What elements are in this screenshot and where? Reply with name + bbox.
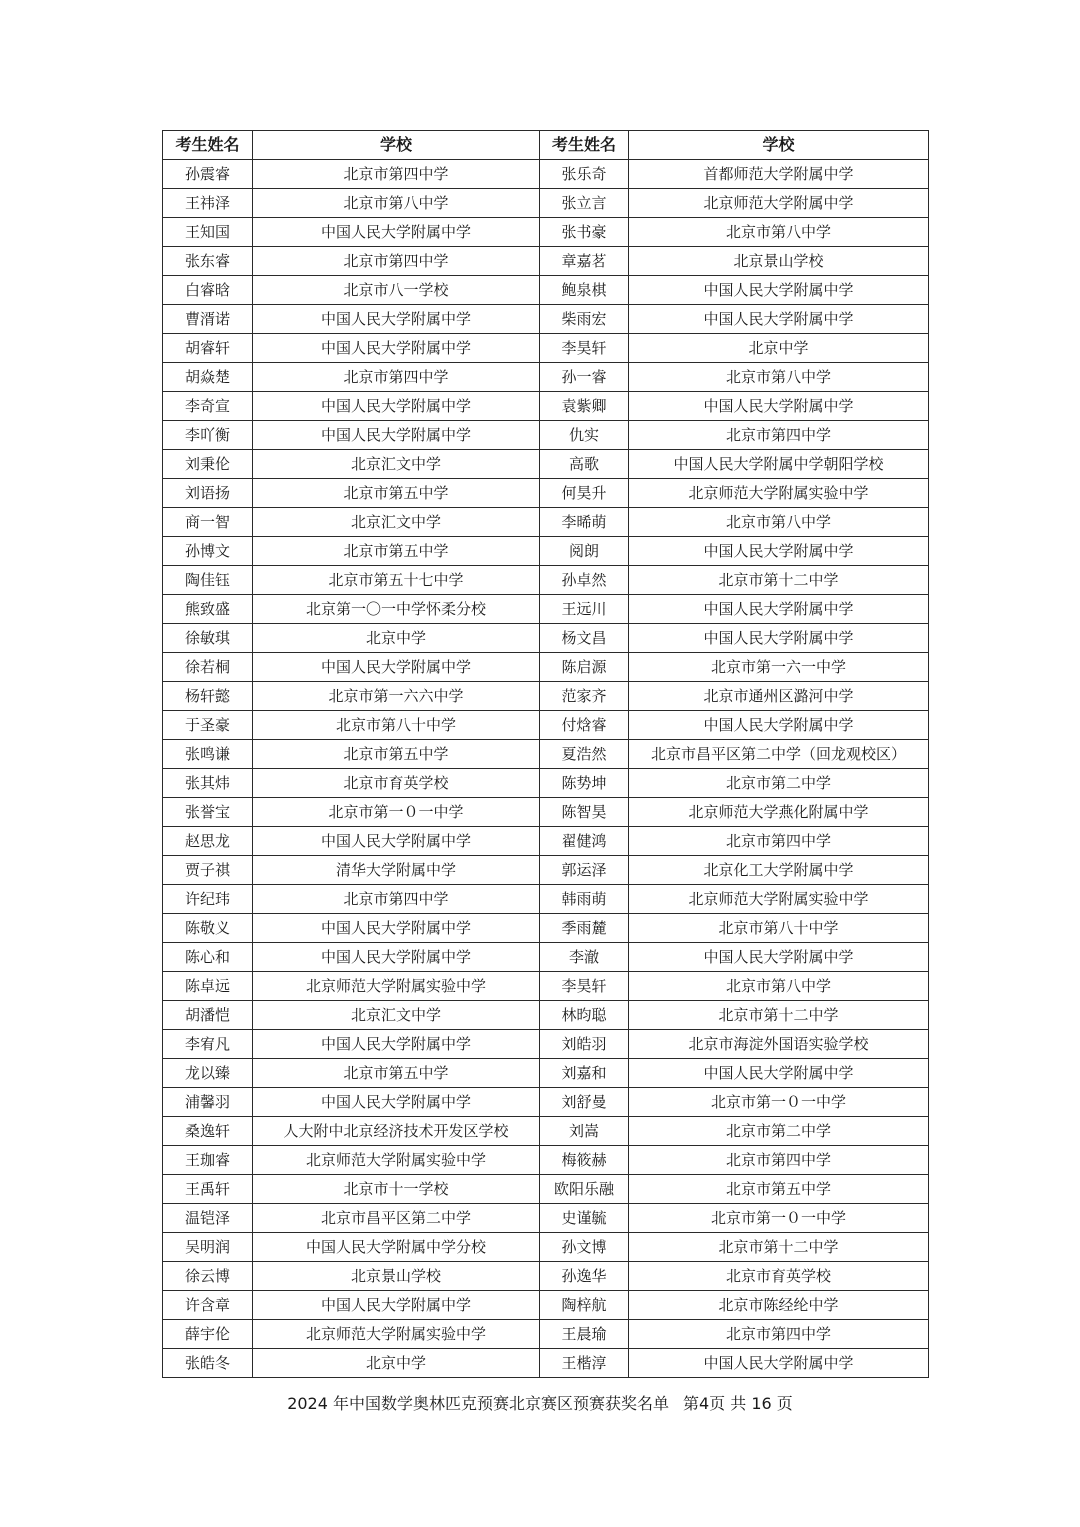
school-cell: 北京市第一０一中学	[253, 798, 540, 827]
footer-title: 2024 年中国数学奥林匹克预赛北京赛区预赛获奖名单	[287, 1394, 669, 1413]
student-name-cell: 王珈睿	[163, 1146, 253, 1175]
school-cell: 北京市第八十中学	[253, 711, 540, 740]
header-school: 学校	[253, 131, 540, 160]
school-cell: 北京市第二中学	[629, 769, 929, 798]
student-name-cell: 陈启源	[540, 653, 629, 682]
school-cell: 中国人民大学附属中学	[253, 334, 540, 363]
school-cell: 北京师范大学附属实验中学	[253, 972, 540, 1001]
table-row	[163, 566, 929, 595]
table-row	[163, 653, 929, 682]
school-cell: 北京景山学校	[629, 247, 929, 276]
table-row	[163, 1262, 929, 1291]
table-row	[163, 305, 929, 334]
student-name-cell: 李昊轩	[540, 334, 629, 363]
school-cell: 北京市第四中学	[629, 1146, 929, 1175]
student-name-cell: 王禹轩	[163, 1175, 253, 1204]
school-cell: 北京市第十二中学	[629, 566, 929, 595]
school-cell: 中国人民大学附属中学朝阳学校	[629, 450, 929, 479]
table-row	[163, 1204, 929, 1233]
student-name-cell: 何昊升	[540, 479, 629, 508]
school-cell: 中国人民大学附属中学	[253, 943, 540, 972]
footer-page-number: 第4页 共 16 页	[683, 1394, 793, 1413]
student-name-cell: 柴雨宏	[540, 305, 629, 334]
table-row	[163, 972, 929, 1001]
school-cell: 北京市第四中学	[253, 160, 540, 189]
school-cell: 北京市第一六一中学	[629, 653, 929, 682]
school-cell: 北京市第八中学	[629, 218, 929, 247]
table-row	[163, 914, 929, 943]
student-name-cell: 王远川	[540, 595, 629, 624]
school-cell: 中国人民大学附属中学	[253, 1030, 540, 1059]
school-cell: 中国人民大学附属中学	[253, 653, 540, 682]
school-cell: 北京第一〇一中学怀柔分校	[253, 595, 540, 624]
school-cell: 中国人民大学附属中学	[629, 1349, 929, 1378]
student-name-cell: 温铠泽	[163, 1204, 253, 1233]
student-name-cell: 范家齐	[540, 682, 629, 711]
student-name-cell: 许含章	[163, 1291, 253, 1320]
student-name-cell: 商一智	[163, 508, 253, 537]
school-cell: 北京中学	[629, 334, 929, 363]
school-cell: 北京市第一六六中学	[253, 682, 540, 711]
student-name-cell: 季雨麓	[540, 914, 629, 943]
student-name-cell: 陈势坤	[540, 769, 629, 798]
student-name-cell: 刘皓羽	[540, 1030, 629, 1059]
student-name-cell: 刘嵩	[540, 1117, 629, 1146]
school-cell: 北京市第一０一中学	[629, 1088, 929, 1117]
student-name-cell: 刘语扬	[163, 479, 253, 508]
student-name-cell: 杨文昌	[540, 624, 629, 653]
student-name-cell: 鲍泉棋	[540, 276, 629, 305]
student-name-cell: 李昊轩	[540, 972, 629, 1001]
school-cell: 北京市第八中学	[253, 189, 540, 218]
student-name-cell: 张东睿	[163, 247, 253, 276]
table-row	[163, 856, 929, 885]
school-cell: 北京市第四中学	[629, 421, 929, 450]
student-name-cell: 梅筱赫	[540, 1146, 629, 1175]
school-cell: 北京市八一学校	[253, 276, 540, 305]
student-name-cell: 高歌	[540, 450, 629, 479]
table-row	[163, 711, 929, 740]
student-name-cell: 杨轩懿	[163, 682, 253, 711]
school-cell: 北京中学	[253, 1349, 540, 1378]
table-row	[163, 450, 929, 479]
school-cell: 北京市第五中学	[253, 479, 540, 508]
school-cell: 北京市海淀外国语实验学校	[629, 1030, 929, 1059]
table-row	[163, 1059, 929, 1088]
school-cell: 北京市第一０一中学	[629, 1204, 929, 1233]
header-student-name: 考生姓名	[163, 131, 253, 160]
student-name-cell: 陈心和	[163, 943, 253, 972]
school-cell: 中国人民大学附属中学	[253, 827, 540, 856]
award-roster-table	[162, 130, 929, 1378]
student-name-cell: 郭运泽	[540, 856, 629, 885]
table-row	[163, 537, 929, 566]
table-row	[163, 421, 929, 450]
student-name-cell: 徐敏琪	[163, 624, 253, 653]
school-cell: 北京化工大学附属中学	[629, 856, 929, 885]
school-cell: 中国人民大学附属中学分校	[253, 1233, 540, 1262]
student-name-cell: 张其炜	[163, 769, 253, 798]
table-row	[163, 1117, 929, 1146]
student-name-cell: 孙逸华	[540, 1262, 629, 1291]
table-row	[163, 740, 929, 769]
table-row	[163, 624, 929, 653]
school-cell: 北京市第五中学	[253, 1059, 540, 1088]
table-row	[163, 682, 929, 711]
school-cell: 北京师范大学附属中学	[629, 189, 929, 218]
student-name-cell: 白睿晗	[163, 276, 253, 305]
table-row	[163, 1175, 929, 1204]
school-cell: 中国人民大学附属中学	[629, 392, 929, 421]
table-row	[163, 247, 929, 276]
school-cell: 北京市第四中学	[629, 827, 929, 856]
student-name-cell: 李晞萌	[540, 508, 629, 537]
student-name-cell: 欧阳乐融	[540, 1175, 629, 1204]
student-name-cell: 张誉宝	[163, 798, 253, 827]
student-name-cell: 王楷淳	[540, 1349, 629, 1378]
school-cell: 北京市第八十中学	[629, 914, 929, 943]
table-row	[163, 363, 929, 392]
school-cell: 中国人民大学附属中学	[629, 276, 929, 305]
school-cell: 北京师范大学附属实验中学	[629, 885, 929, 914]
school-cell: 北京市陈经纶中学	[629, 1291, 929, 1320]
student-name-cell: 徐云博	[163, 1262, 253, 1291]
school-cell: 北京汇文中学	[253, 508, 540, 537]
school-cell: 北京中学	[253, 624, 540, 653]
student-name-cell: 阅朗	[540, 537, 629, 566]
school-cell: 人大附中北京经济技术开发区学校	[253, 1117, 540, 1146]
school-cell: 北京市第十二中学	[629, 1233, 929, 1262]
student-name-cell: 于圣豪	[163, 711, 253, 740]
student-name-cell: 袁紫卿	[540, 392, 629, 421]
student-name-cell: 孙博文	[163, 537, 253, 566]
student-name-cell: 付焓睿	[540, 711, 629, 740]
school-cell: 北京市昌平区第二中学	[253, 1204, 540, 1233]
table-row	[163, 798, 929, 827]
student-name-cell: 翟健鸿	[540, 827, 629, 856]
table-row	[163, 1233, 929, 1262]
student-name-cell: 李澈	[540, 943, 629, 972]
school-cell: 北京市十一学校	[253, 1175, 540, 1204]
school-cell: 北京师范大学附属实验中学	[253, 1146, 540, 1175]
student-name-cell: 薛宇伦	[163, 1320, 253, 1349]
student-name-cell: 张书豪	[540, 218, 629, 247]
school-cell: 首都师范大学附属中学	[629, 160, 929, 189]
student-name-cell: 胡睿轩	[163, 334, 253, 363]
student-name-cell: 李宥凡	[163, 1030, 253, 1059]
school-cell: 中国人民大学附属中学	[253, 218, 540, 247]
school-cell: 北京师范大学附属实验中学	[253, 1320, 540, 1349]
student-name-cell: 章嘉茗	[540, 247, 629, 276]
table-row	[163, 827, 929, 856]
school-cell: 北京市第五中学	[629, 1175, 929, 1204]
school-cell: 北京汇文中学	[253, 450, 540, 479]
school-cell: 中国人民大学附属中学	[253, 914, 540, 943]
student-name-cell: 刘秉伦	[163, 450, 253, 479]
table-header-row	[163, 131, 929, 160]
student-name-cell: 陈智昊	[540, 798, 629, 827]
table-row	[163, 943, 929, 972]
student-name-cell: 刘舒曼	[540, 1088, 629, 1117]
school-cell: 中国人民大学附属中学	[629, 943, 929, 972]
student-name-cell: 张皓冬	[163, 1349, 253, 1378]
school-cell: 北京市育英学校	[253, 769, 540, 798]
school-cell: 北京市第十二中学	[629, 1001, 929, 1030]
school-cell: 北京市通州区潞河中学	[629, 682, 929, 711]
school-cell: 中国人民大学附属中学	[629, 624, 929, 653]
school-cell: 北京市第八中学	[629, 508, 929, 537]
student-name-cell: 张鸣谦	[163, 740, 253, 769]
table-row	[163, 595, 929, 624]
table-row	[163, 276, 929, 305]
table-row	[163, 508, 929, 537]
student-name-cell: 孙一睿	[540, 363, 629, 392]
student-name-cell: 王晨瑜	[540, 1320, 629, 1349]
school-cell: 清华大学附属中学	[253, 856, 540, 885]
table-row	[163, 1088, 929, 1117]
school-cell: 北京市第四中学	[629, 1320, 929, 1349]
table-row	[163, 189, 929, 218]
student-name-cell: 陈卓远	[163, 972, 253, 1001]
student-name-cell: 陈敬义	[163, 914, 253, 943]
student-name-cell: 吴明润	[163, 1233, 253, 1262]
school-cell: 北京市昌平区第二中学（回龙观校区）	[629, 740, 929, 769]
student-name-cell: 陶佳钰	[163, 566, 253, 595]
student-name-cell: 许纪玮	[163, 885, 253, 914]
student-name-cell: 孙文博	[540, 1233, 629, 1262]
student-name-cell: 张立言	[540, 189, 629, 218]
student-name-cell: 仇实	[540, 421, 629, 450]
table-row	[163, 1349, 929, 1378]
school-cell: 中国人民大学附属中学	[629, 711, 929, 740]
student-name-cell: 赵思龙	[163, 827, 253, 856]
student-name-cell: 李吖衡	[163, 421, 253, 450]
student-name-cell: 浦馨羽	[163, 1088, 253, 1117]
student-name-cell: 史谨毓	[540, 1204, 629, 1233]
table-row	[163, 218, 929, 247]
table-row	[163, 392, 929, 421]
school-cell: 北京市第四中学	[253, 247, 540, 276]
student-name-cell: 贾子祺	[163, 856, 253, 885]
table-row	[163, 160, 929, 189]
student-name-cell: 桑逸轩	[163, 1117, 253, 1146]
student-name-cell: 王祎泽	[163, 189, 253, 218]
school-cell: 北京市第八中学	[629, 972, 929, 1001]
table-row	[163, 885, 929, 914]
student-name-cell: 夏浩然	[540, 740, 629, 769]
header-student-name: 考生姓名	[540, 131, 629, 160]
student-name-cell: 陶梓航	[540, 1291, 629, 1320]
student-name-cell: 龙以臻	[163, 1059, 253, 1088]
student-name-cell: 徐若桐	[163, 653, 253, 682]
table-row	[163, 479, 929, 508]
roster-body	[163, 160, 929, 1378]
student-name-cell: 李奇宣	[163, 392, 253, 421]
student-name-cell: 胡焱楚	[163, 363, 253, 392]
table-row	[163, 1320, 929, 1349]
student-name-cell: 刘嘉和	[540, 1059, 629, 1088]
student-name-cell: 韩雨萌	[540, 885, 629, 914]
table-row	[163, 1030, 929, 1059]
student-name-cell: 王知国	[163, 218, 253, 247]
school-cell: 中国人民大学附属中学	[253, 305, 540, 334]
table-row	[163, 1001, 929, 1030]
school-cell: 中国人民大学附属中学	[629, 595, 929, 624]
school-cell: 中国人民大学附属中学	[253, 421, 540, 450]
school-cell: 中国人民大学附属中学	[629, 537, 929, 566]
school-cell: 北京市第二中学	[629, 1117, 929, 1146]
student-name-cell: 孙卓然	[540, 566, 629, 595]
school-cell: 北京师范大学附属实验中学	[629, 479, 929, 508]
page-footer	[0, 1393, 1080, 1415]
school-cell: 北京市第五中学	[253, 740, 540, 769]
student-name-cell: 孙震睿	[163, 160, 253, 189]
student-name-cell: 曹湑诺	[163, 305, 253, 334]
table-row	[163, 1291, 929, 1320]
school-cell: 中国人民大学附属中学	[253, 1088, 540, 1117]
school-cell: 北京市第五十七中学	[253, 566, 540, 595]
school-cell: 北京市第八中学	[629, 363, 929, 392]
school-cell: 中国人民大学附属中学	[629, 1059, 929, 1088]
school-cell: 北京市第五中学	[253, 537, 540, 566]
student-name-cell: 胡潘恺	[163, 1001, 253, 1030]
school-cell: 北京市第四中学	[253, 363, 540, 392]
school-cell: 中国人民大学附属中学	[253, 392, 540, 421]
student-name-cell: 熊致盛	[163, 595, 253, 624]
school-cell: 北京汇文中学	[253, 1001, 540, 1030]
student-name-cell: 张乐奇	[540, 160, 629, 189]
school-cell: 北京市育英学校	[629, 1262, 929, 1291]
school-cell: 中国人民大学附属中学	[253, 1291, 540, 1320]
header-school: 学校	[629, 131, 929, 160]
school-cell: 北京市第四中学	[253, 885, 540, 914]
table-row	[163, 334, 929, 363]
table-row	[163, 769, 929, 798]
school-cell: 中国人民大学附属中学	[629, 305, 929, 334]
table-row	[163, 1146, 929, 1175]
student-name-cell: 林昀聪	[540, 1001, 629, 1030]
school-cell: 北京景山学校	[253, 1262, 540, 1291]
school-cell: 北京师范大学燕化附属中学	[629, 798, 929, 827]
